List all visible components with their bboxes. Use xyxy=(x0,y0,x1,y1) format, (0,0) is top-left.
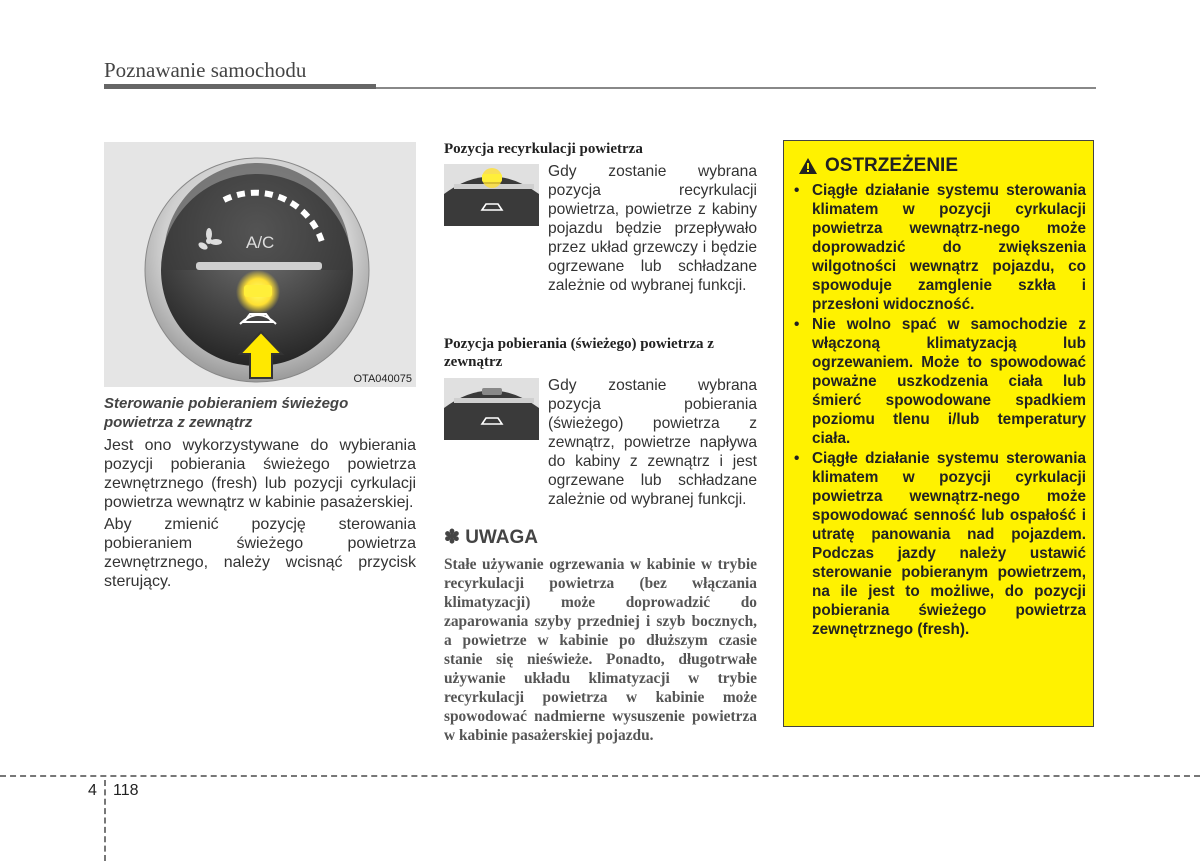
note-text: Stałe używanie ogrzewania w kabinie w trybie recyrkulacji powietrza (bez włączania klimatyzacji) może doprowadzić do zaparowania szyby przedniej i szyb bocznych, a powietrze w kabinie po dłuższym czasie stanie się nieświeże. Ponadto, długotrwałe używanie układu klimatyzacji w trybie recyrkulacji powietrza w kabinie może spowodować nadmierne wysuszenie powietrza w kabinie pasażerskiej pojazdu. xyxy=(444,556,757,744)
figure-caption: Sterowanie pobieraniem świeżego powietrza z zewnątrz xyxy=(104,395,349,431)
left-column xyxy=(104,394,416,594)
fresh-thumbnail xyxy=(444,378,539,440)
recirculation-text: Gdy zostanie wybrana pozycja recyrkulacji powietrza, powietrze z kabiny pojazdu będzie przepływało przez układ grzewczy i będzie ogrzewane lub schładzane zależnie od wybranej funkcji. xyxy=(548,163,757,294)
paragraph: Aby zmienić pozycję sterowania pobieraniem świeżego powietrza zewnętrznego, należy wcisnąć przycisk sterujący. xyxy=(104,516,416,590)
figure-ac-control xyxy=(104,142,416,387)
ac-label: A/C xyxy=(246,233,275,252)
warning-box xyxy=(783,140,1094,727)
recirculation-heading: Pozycja recyrkulacji powietrza xyxy=(444,141,643,157)
recirculation-block xyxy=(444,162,757,312)
warning-item: • Ciągłe działanie systemu sterowania klimatem w pozycji cyrkulacji powietrza wewnątrz-nego może spowodować senność lub ospałość i utratę panowania nad pojazdem. Podczas jazdy należy ustawić sterowanie pobieranym powietrzem, na ile jest to możliwe, do pozycji pobierania świeżego powietrza zewnętrznego (fresh). xyxy=(794,450,1086,638)
warning-list xyxy=(794,181,1086,640)
page-number: 118 xyxy=(113,782,139,799)
chapter-number: 4 xyxy=(88,782,97,799)
fresh-text: Gdy zostanie wybrana pozycja pobierania (świeżego) powietrza z zewnątrz, powietrze napływa do kabiny z zewnątrz i jest ogrzewane lub schładzane zależnie od wybranej funkcji. xyxy=(548,377,757,508)
fresh-section xyxy=(444,335,757,371)
header-bar xyxy=(104,84,376,89)
header-title: Poznawanie samochodu xyxy=(104,58,307,82)
warning-header xyxy=(798,155,958,177)
footer-divider xyxy=(104,780,106,861)
warning-item: • Nie wolno spać w samochodzie z włączoną klimatyzacją lub ogrzewaniem. Może to spowodować poważne uszkodzenia ciała lub śmierć spowodowane spadkiem poziomu tlenu i/lub temperatury ciała. xyxy=(794,316,1086,447)
recirculation-thumbnail xyxy=(444,164,539,226)
recirculation-section xyxy=(444,140,757,158)
figure-code: OTA040075 xyxy=(353,373,412,385)
ac-knob-illustration xyxy=(104,142,416,387)
fresh-block xyxy=(444,376,757,516)
note-heading: ✽ UWAGA xyxy=(444,527,539,548)
fresh-heading: Pozycja pobierania (świeżego) powietrza z zewnątrz xyxy=(444,336,714,370)
warning-triangle-icon xyxy=(798,157,818,175)
warning-item: • Ciągłe działanie systemu sterowania klimatem w pozycji cyrkulacji powietrza wewnątrz-nego może doprowadzić do zwiększenia wilgotności wewnątrz pojazdu, co spowoduje zamglenie szkła i przesłoni widoczność. xyxy=(794,182,1086,313)
warning-heading: OSTRZEŻENIE xyxy=(825,155,959,176)
paragraph: Jest ono wykorzystywane do wybierania pozycji pobierania świeżego powietrza zewnętrznego (fresh) lub pozycji cyrkulacji powietrza wewnątrz w kabinie pasażerskiej. xyxy=(104,437,416,511)
header-rule xyxy=(376,87,1096,89)
footer-rule xyxy=(0,775,1200,777)
